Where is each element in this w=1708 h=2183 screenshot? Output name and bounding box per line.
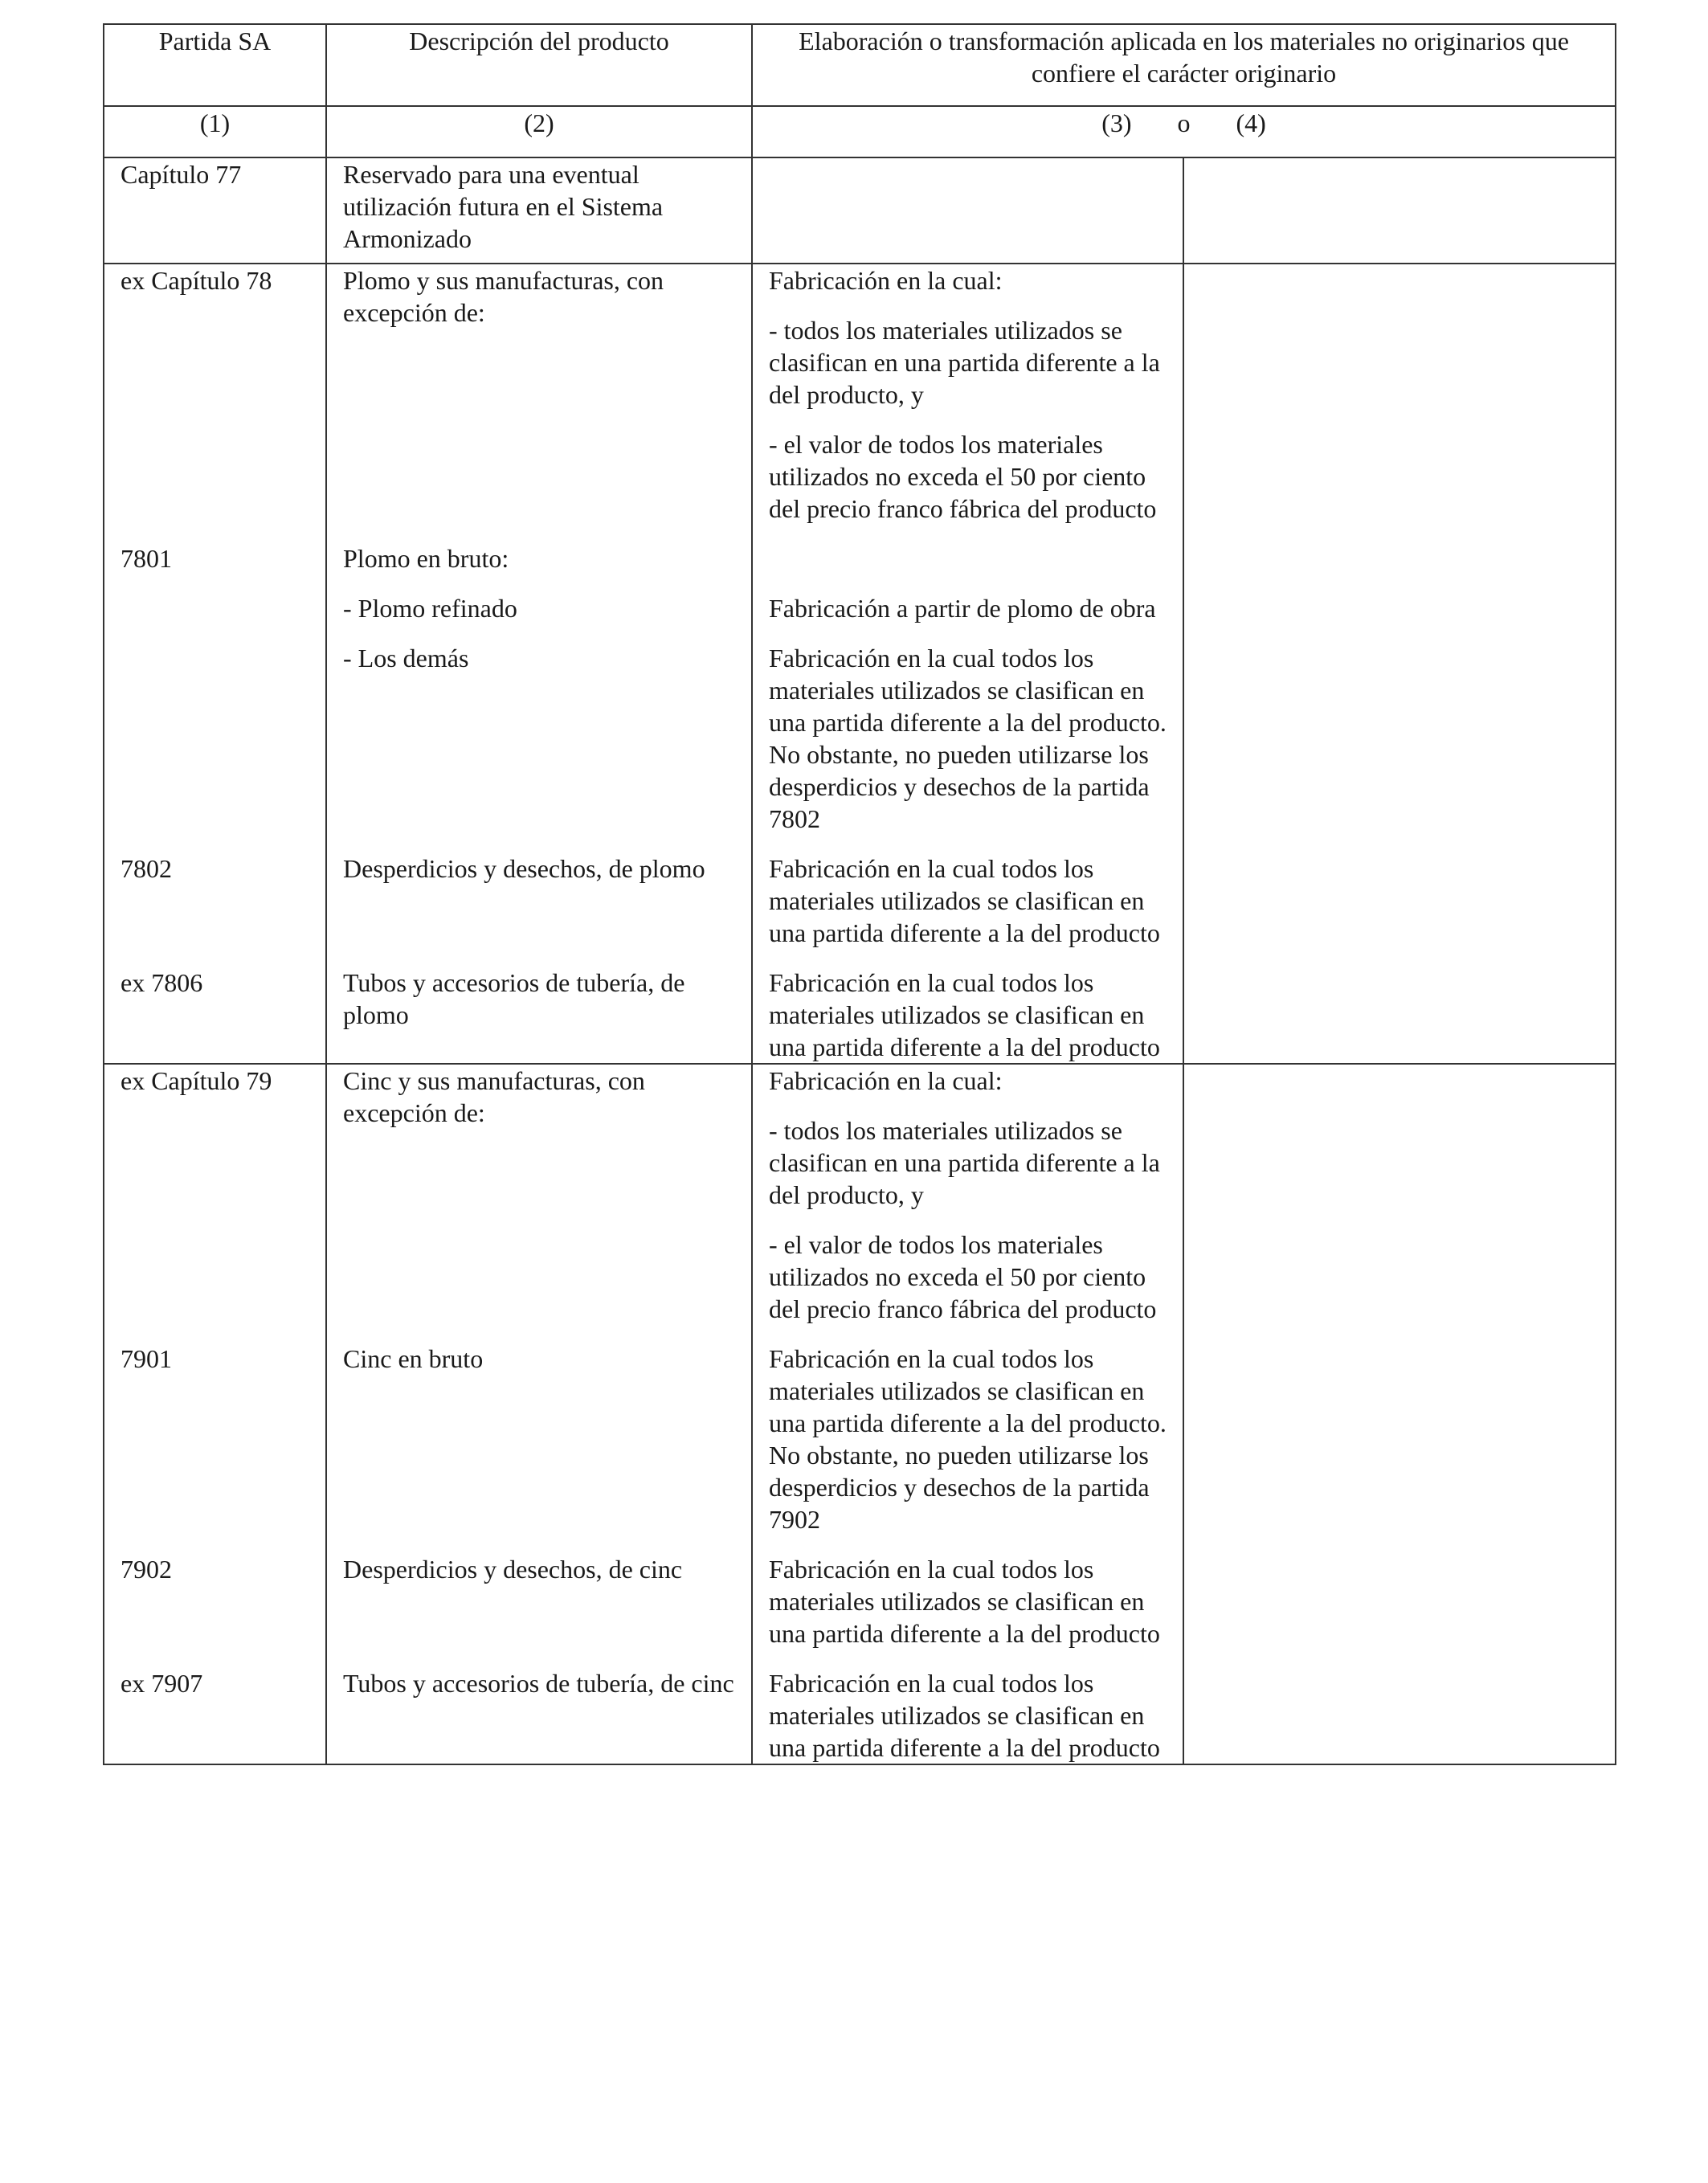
column-number-row xyxy=(104,106,1616,157)
cell-partida: ex Capítulo 79 xyxy=(104,1064,326,1325)
cell-elaboracion xyxy=(752,1064,1183,1325)
cell-elaboracion xyxy=(752,1535,1183,1650)
header-partida-sa: Partida SA xyxy=(104,24,326,106)
table-row xyxy=(104,835,1616,949)
cell-descripcion: Desperdicios y desechos, de plomo xyxy=(326,835,752,949)
table-row xyxy=(104,1650,1616,1764)
rule-paragraph: - el valor de todos los materiales utilizados no exceda el 50 por ciento del precio franco fábrica del producto xyxy=(769,430,1157,523)
rule-paragraph: Fabricación a partir de plomo de obra xyxy=(769,594,1156,623)
cell-partida: 7901 xyxy=(104,1325,326,1535)
cell-partida: Capítulo 77 xyxy=(104,157,326,264)
cell-partida: 7801 xyxy=(104,525,326,574)
table-row xyxy=(104,264,1616,525)
cell-alternativa xyxy=(1183,835,1616,949)
cell-alternativa xyxy=(1183,624,1616,835)
rule-paragraph: Fabricación en la cual: xyxy=(769,1066,1003,1095)
column-or-label: o xyxy=(1177,108,1191,137)
cell-elaboracion xyxy=(752,949,1183,1064)
cell-descripcion: - Los demás xyxy=(326,624,752,835)
rule-paragraph: Fabricación en la cual todos los materiales utilizados se clasifican en una partida diferente a la del producto. No obstante, no pueden utilizarse los desperdicios y desechos de la partida 7802 xyxy=(769,644,1167,833)
rule-paragraph: Fabricación en la cual todos los materiales utilizados se clasifican en una partida diferente a la del producto xyxy=(769,968,1160,1061)
rule-paragraph: Fabricación en la cual todos los materiales utilizados se clasifican en una partida diferente a la del producto xyxy=(769,1669,1160,1762)
cell-alternativa xyxy=(1183,264,1616,525)
cell-alternativa xyxy=(1183,949,1616,1064)
rule-paragraph: Fabricación en la cual todos los materiales utilizados se clasifican en una partida diferente a la del producto xyxy=(769,1555,1160,1648)
header-descripcion: Descripción del producto xyxy=(326,24,752,106)
cell-partida: ex Capítulo 78 xyxy=(104,264,326,525)
table-header-row xyxy=(104,24,1616,106)
cell-elaboracion xyxy=(752,1325,1183,1535)
cell-partida xyxy=(104,574,326,624)
cell-elaboracion xyxy=(752,264,1183,525)
cell-alternativa xyxy=(1183,1325,1616,1535)
cell-alternativa xyxy=(1183,574,1616,624)
cell-descripcion: - Plomo refinado xyxy=(326,574,752,624)
rule-paragraph: Fabricación en la cual: xyxy=(769,266,1003,295)
origin-rules-table xyxy=(103,23,1616,1765)
cell-alternativa xyxy=(1183,525,1616,574)
cell-elaboracion xyxy=(752,1650,1183,1764)
cell-descripcion: Reservado para una eventual utilización futura en el Sistema Armonizado xyxy=(326,157,752,264)
cell-elaboracion xyxy=(752,574,1183,624)
cell-partida xyxy=(104,624,326,835)
column-number-2: (2) xyxy=(326,106,752,157)
cell-alternativa xyxy=(1183,1064,1616,1325)
cell-partida: 7902 xyxy=(104,1535,326,1650)
table-row xyxy=(104,1064,1616,1325)
table-row xyxy=(104,624,1616,835)
column-number-3: (3) xyxy=(1101,108,1132,137)
column-number-4: (4) xyxy=(1236,108,1266,137)
cell-descripcion: Plomo y sus manufacturas, con excepción de: xyxy=(326,264,752,525)
cell-descripcion: Cinc y sus manufacturas, con excepción de: xyxy=(326,1064,752,1325)
table-row xyxy=(104,949,1616,1064)
rule-paragraph: - todos los materiales utilizados se clasifican en una partida diferente a la del producto, y xyxy=(769,316,1160,409)
table-row xyxy=(104,525,1616,574)
cell-descripcion: Desperdicios y desechos, de cinc xyxy=(326,1535,752,1650)
table-row xyxy=(104,1535,1616,1650)
column-number-1: (1) xyxy=(104,106,326,157)
cell-elaboracion xyxy=(752,835,1183,949)
table-row xyxy=(104,1325,1616,1535)
cell-descripcion: Cinc en bruto xyxy=(326,1325,752,1535)
cell-partida: ex 7806 xyxy=(104,949,326,1064)
header-elaboracion: Elaboración o transformación aplicada en los materiales no originarios que confiere el carácter originario xyxy=(752,24,1616,106)
rule-paragraph: Fabricación en la cual todos los materiales utilizados se clasifican en una partida diferente a la del producto. No obstante, no pueden utilizarse los desperdicios y desechos de la partida 7902 xyxy=(769,1344,1167,1534)
rule-paragraph: Fabricación en la cual todos los materiales utilizados se clasifican en una partida diferente a la del producto xyxy=(769,854,1160,947)
cell-elaboracion xyxy=(752,525,1183,574)
cell-alternativa xyxy=(1183,1650,1616,1764)
table-row xyxy=(104,157,1616,264)
cell-descripcion: Tubos y accesorios de tubería, de plomo xyxy=(326,949,752,1064)
rule-paragraph: - el valor de todos los materiales utilizados no exceda el 50 por ciento del precio franco fábrica del producto xyxy=(769,1230,1157,1323)
cell-elaboracion xyxy=(752,624,1183,835)
cell-partida: ex 7907 xyxy=(104,1650,326,1764)
column-number-3-4 xyxy=(752,106,1616,157)
cell-descripcion: Tubos y accesorios de tubería, de cinc xyxy=(326,1650,752,1764)
cell-partida: 7802 xyxy=(104,835,326,949)
rule-paragraph: - todos los materiales utilizados se clasifican en una partida diferente a la del producto, y xyxy=(769,1116,1160,1209)
cell-descripcion: Plomo en bruto: xyxy=(326,525,752,574)
table-row xyxy=(104,574,1616,624)
cell-alternativa xyxy=(1183,1535,1616,1650)
cell-alternativa xyxy=(1183,157,1616,264)
cell-elaboracion xyxy=(752,157,1183,264)
